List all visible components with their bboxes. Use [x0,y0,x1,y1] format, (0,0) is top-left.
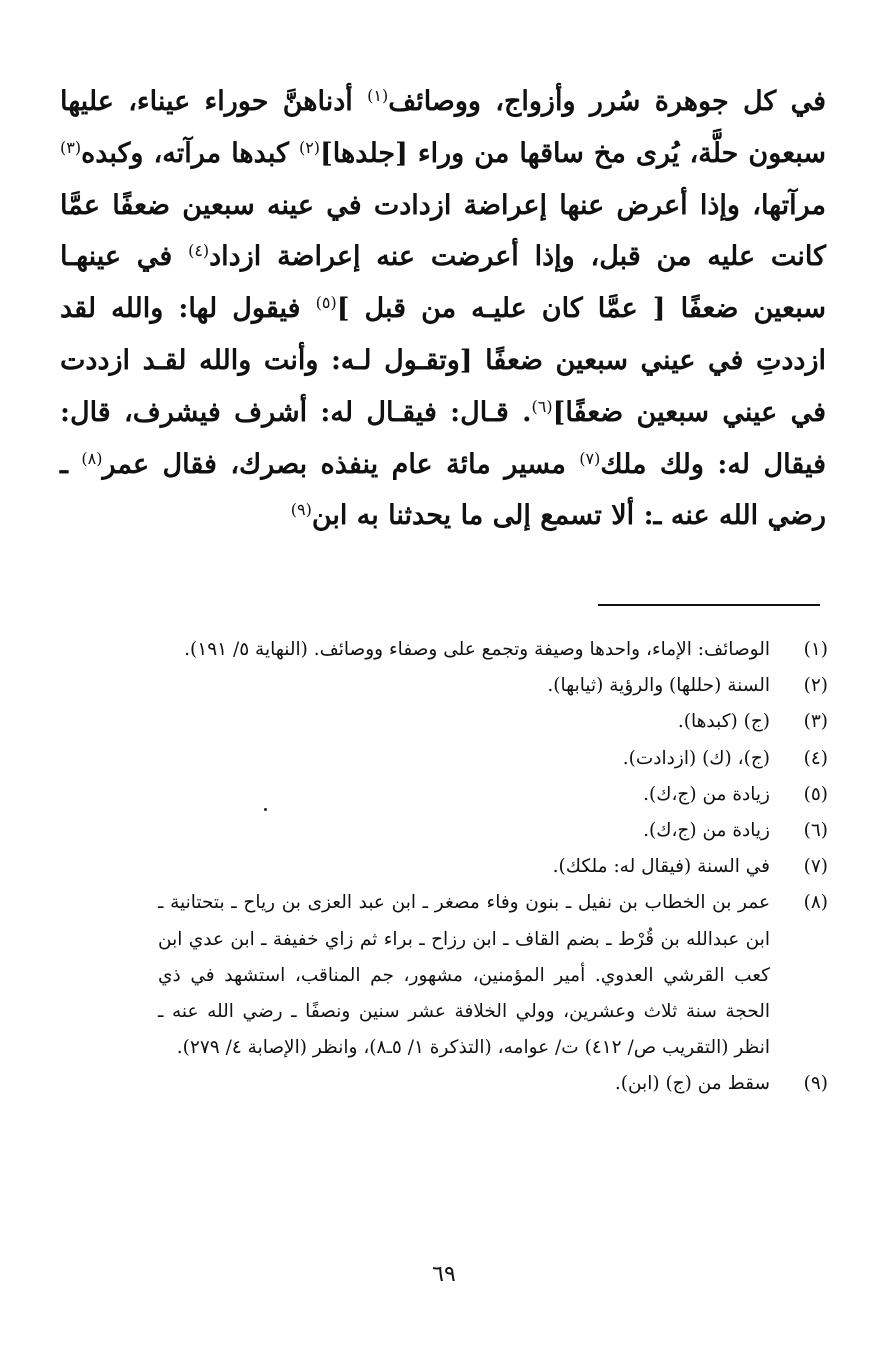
footnote-marker-9[interactable]: (٩) [290,500,312,520]
footnote-number: (٥) [803,783,828,805]
footnote-number: (٣) [803,711,828,733]
footnote-text: (ج)، (ك) (ازدادت). [622,747,770,769]
footnote-text: سقط من (ج) (ابن). [614,1073,770,1095]
footnote-separator [598,604,820,606]
footnote-marker-3[interactable]: (٣) [60,137,82,157]
footnote-item [158,632,828,668]
footnote-marker-4[interactable]: (٤) [188,241,210,261]
footnote-marker-2[interactable]: (٢) [298,137,321,157]
footnote-item [158,885,828,1066]
main-text [60,76,826,542]
footnote-item [158,777,828,813]
footnotes [158,632,828,1103]
footnote-text: عمر بن الخطاب بن نفيل ـ بنون وفاء مصغر ـ ابن عبد العزى بن رياح ـ بتحتانية ـ ابن عبدالله بن قُرْط ـ بضم القاف ـ ابن رزاح ـ براء ثم زاي خفيفة ـ ابن عدي ابن كعب القرشي العدوي. أمير المؤمنين، مشهور، جم المناقب، استشهد في ذي الحجة سنة ثلاث وعشرين، وولي الخلافة عشر سنين ونصفًا ـ رضي الله عنه ـ انظر (التقريب ص/ ٤١٢) ت/ عوامه، (التذكرة ١/ ٥ـ٨)، وانظر (الإصابة ٤/ ٢٧٩). [158,892,770,1059]
footnote-number: (٩) [803,1073,828,1095]
page-number: ٦٩ [432,1262,456,1287]
footnote-item [158,704,828,740]
footnote-marker-7[interactable]: (٧) [579,448,601,468]
footnote-number: (٨) [803,892,828,914]
footnote-marker-1[interactable]: (١) [367,86,389,105]
footnote-number: (١) [803,639,828,660]
footnote-text: (ج) (كبدها). [677,711,770,733]
footnote-marker-6[interactable]: (٦) [531,396,553,416]
footnote-item [158,741,828,777]
main-paragraph: في كل جوهرة سُرر وأزواج، ووصائف$^{(١)}$ أدناهنَّ حوراء عيناء، عليها سبعون حلَّة، يُرى مخ ساقها من وراء [جلدها]$^{(٢)}$ كبدها مرآته، وكبده$^{(٣)}$ مرآتها، وإذا أعرض عنها إعراضة ازدادت في عينه سبعين ضعفًا عمَّا كانت عليه من قبل، وإذا أعرضت عنه إعراضة ازداد$^{(٤)}$ في عينهـا سبعين ضعفًا [ عمَّا كان عليـه من قبل ]$^{(٥)}$ فيقول لها: والله لقد ازددتِ في عيني سبعين ضعفًا [وتقـول لـه: وأنت والله لقـد ازددت في عيني سبعين ضعفًا]$^{(٦)}$. قـال: فيقـال له: أشرف فيشرف، قال: فيقال له: ولك ملك$^{(٧)}$ مسير مائة عام ينفذه بصرك، فقال عمر$^{(٨)}$ ـ رضي الله عنه ـ: ألا تسمع إلى ما يحدثنا به ابن$^{(٩)}$ [60,86,827,532]
footnote-number: (٤) [803,747,828,769]
footnote-number: (٦) [803,820,828,842]
footnote-text: زيادة من (ج،ك). [643,820,770,842]
print-speck [264,808,267,811]
footnote-text: زيادة من (ج،ك). [643,783,770,805]
footnote-item [158,849,828,885]
footnote-marker-5[interactable]: (٥) [315,293,337,313]
footnote-number: (٧) [803,856,828,878]
footnote-item [158,1066,828,1102]
footnote-item [158,668,828,704]
footnote-text: الوصائف: الإماء، واحدها وصيفة وتجمع على وصفاء ووصائف. (النهاية ٥/ ١٩١). [184,639,770,660]
footnote-marker-8[interactable]: (٨) [81,448,103,468]
footnote-number: (٢) [803,675,828,697]
footnote-text: في السنة (فيقال له: ملكك). [552,856,770,878]
footnote-text: السنة (حللها) والرؤية (ثيابها). [547,675,770,697]
footnote-item [158,813,828,849]
